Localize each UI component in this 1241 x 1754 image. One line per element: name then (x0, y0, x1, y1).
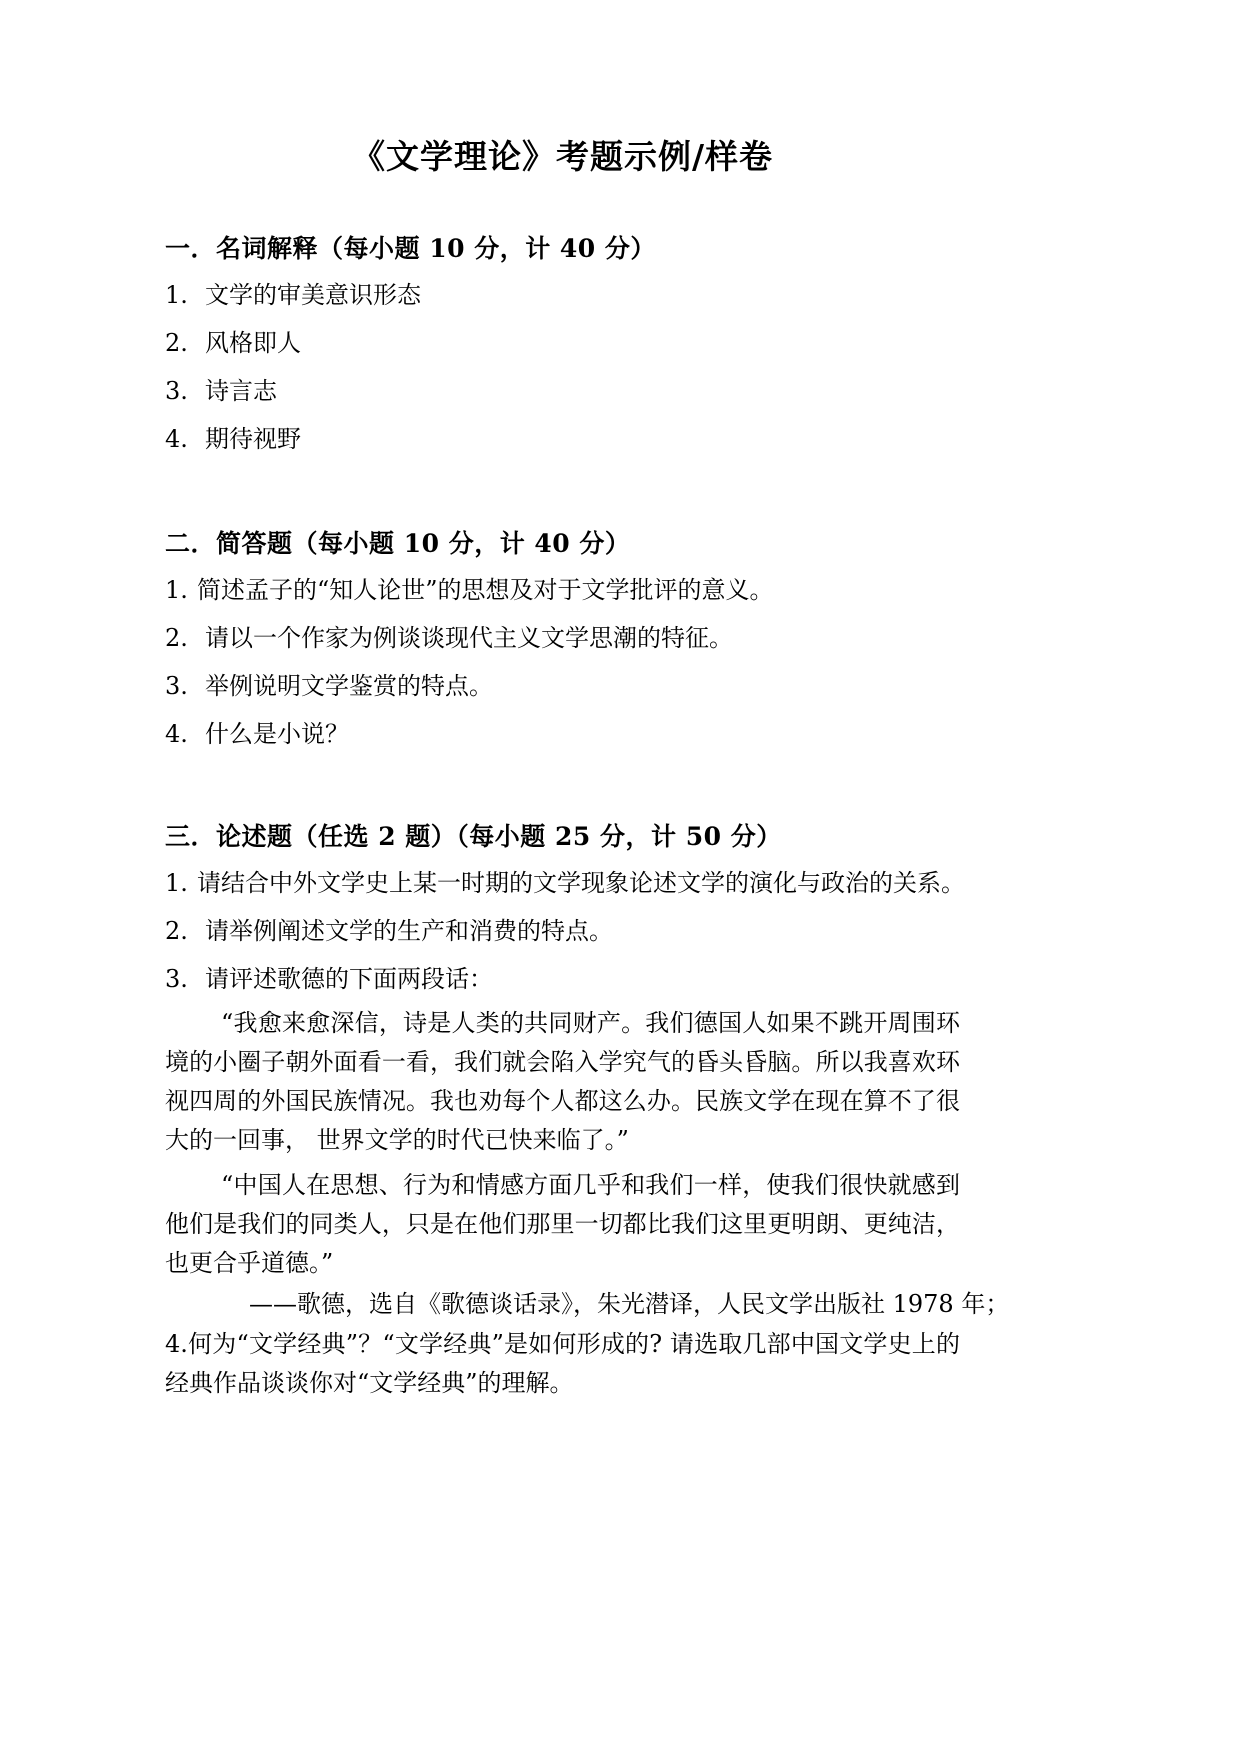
item-text: 请以一个作家为例谈谈现代主义文学思潮的特征。 (205, 624, 733, 653)
list-item (165, 328, 960, 358)
item-number: 4. (165, 424, 188, 453)
spacer (165, 264, 960, 280)
item-text: 请评述歌德的下面两段话： (205, 965, 493, 994)
section-noun-explanation (165, 233, 960, 454)
section-essay (165, 821, 1010, 1403)
list-item (165, 719, 960, 749)
item-number: 2. (165, 624, 188, 653)
spacer (165, 852, 960, 868)
item-text: 请举例阐述文学的生产和消费的特点。 (205, 917, 613, 946)
item-text: 期待视野 (205, 424, 301, 453)
section-heading-1: 一．名词解释（每小题 10 分，计 40 分） (165, 233, 656, 263)
item-text: 什么是小说？ (205, 720, 349, 749)
spacer (165, 358, 960, 376)
item-number: 3. (165, 965, 188, 994)
item-number: 3. (165, 672, 188, 701)
page-title: 《文学理论》考题示例/样卷 (351, 137, 774, 176)
spacer (165, 605, 960, 623)
spacer (165, 177, 960, 233)
document-content (165, 0, 1010, 1403)
spacer (165, 653, 960, 671)
spacer (165, 946, 960, 964)
spacer (165, 898, 960, 916)
item-text: 风格即人 (205, 328, 301, 357)
item-number: 1. (165, 280, 188, 309)
list-item (165, 623, 960, 653)
spacer (165, 559, 960, 575)
item-text: 请结合中外文学史上某一时期的文学现象论述文学的演化与政治的关系。 (197, 869, 965, 898)
item-number: 4. (165, 720, 188, 749)
item-number: 2. (165, 328, 188, 357)
list-item (165, 671, 960, 701)
item-number: 2. (165, 917, 188, 946)
spacer (165, 701, 960, 719)
spacer (165, 749, 960, 821)
list-item (165, 868, 965, 898)
list-item (165, 575, 960, 605)
quote-attribution: ——歌德，选自《歌德谈话录》，朱光潜译，人民文学出版社 1978 年； (249, 1290, 1010, 1319)
goethe-quote-1: “我愈来愈深信，诗是人类的共同财产。我们德国人如果不跳开周围环境的小圈子朝外面看一看，我们就会陷入学究气的昏头昏脑。所以我喜欢环视四周的外国民族情况。我也劝每个人都这么办。民族文学在现在算不了很大的一回事， 世界文学的时代已快来临了。” (165, 1009, 960, 1154)
section-heading-2: 二．简答题（每小题 10 分，计 40 分） (165, 528, 631, 558)
spacer (165, 310, 960, 328)
item-text: 文学的审美意识形态 (205, 280, 421, 309)
item-number: 3. (165, 376, 188, 405)
list-item (165, 916, 960, 946)
list-item (165, 280, 960, 310)
section-heading-3: 三．论述题（任选 2 题）（每小题 25 分，计 50 分） (165, 822, 782, 852)
item-number: 1. (165, 869, 188, 898)
item-number: 1. (165, 576, 188, 605)
list-item (165, 1325, 960, 1403)
spacer (165, 994, 960, 1004)
goethe-quote-2: “中国人在思想、行为和情感方面几乎和我们一样，使我们很快就感到他们是我们的同类人，只是在他们那里一切都比我们这里更明朗、更纯洁，也更合乎道德。” (165, 1170, 960, 1277)
item-text: 何为“文学经典”？“文学经典”是如何形成的? 请选取几部中国文学史上的经典作品谈谈你对“文学经典”的理解。 (165, 1329, 960, 1397)
spacer (165, 406, 960, 424)
item-text: 简述孟子的“知人论世”的思想及对于文学批评的意义。 (197, 576, 774, 605)
item-text: 举例说明文学鉴赏的特点。 (205, 672, 493, 701)
spacer (165, 454, 960, 528)
item-text: 诗言志 (205, 376, 277, 405)
list-item (165, 424, 960, 454)
item-number: 4. (165, 1329, 188, 1358)
section-short-answer (165, 528, 960, 749)
list-item (165, 964, 960, 994)
list-item (165, 376, 960, 406)
